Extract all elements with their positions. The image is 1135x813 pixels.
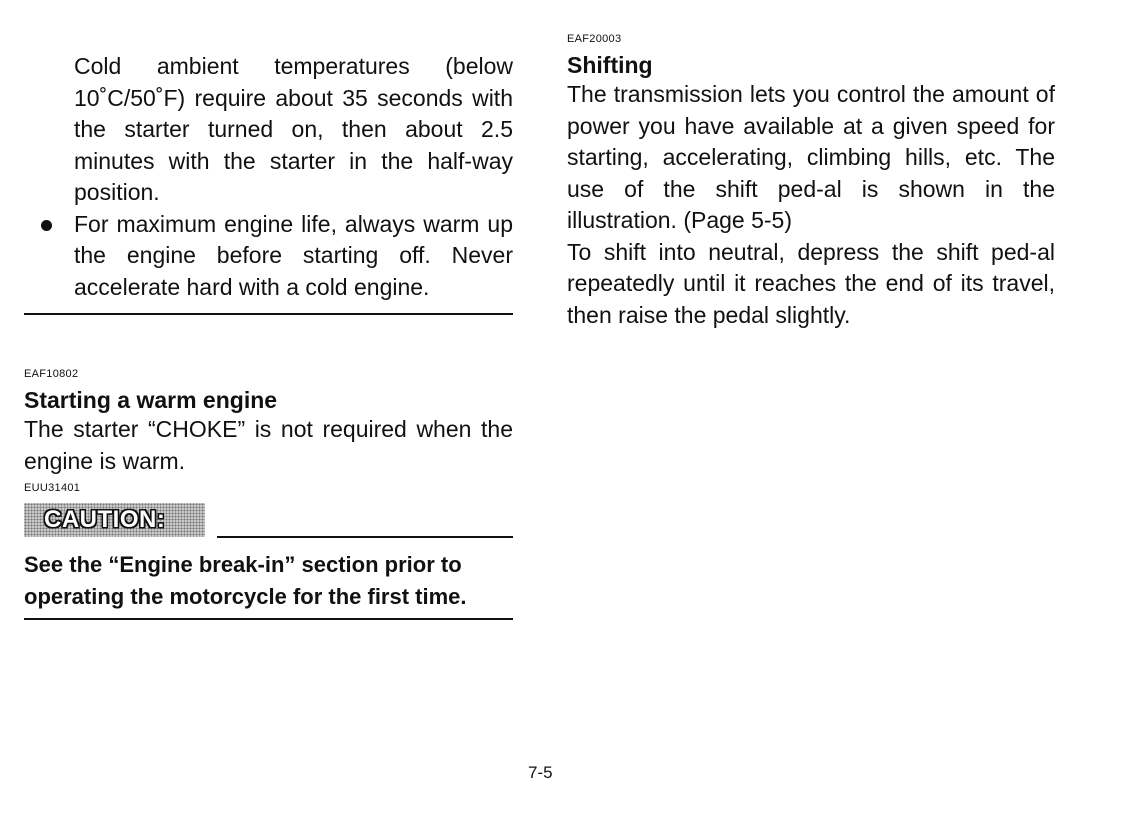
caution-end-rule xyxy=(24,618,513,620)
section-body: The starter “CHOKE” is not required when the engine is warm. xyxy=(24,416,513,474)
bullet-list-item xyxy=(74,209,513,304)
bullet-text: For maximum engine life, always warm up the engine before starting off. Never accelerate hard with a cold engine. xyxy=(74,210,513,300)
bullet-icon xyxy=(41,220,52,231)
caution-rule xyxy=(217,536,513,538)
left-column xyxy=(24,0,513,620)
section-heading: Starting a warm engine xyxy=(24,387,278,413)
continued-paragraph: Cold ambient temperatures (below 10˚C/50˚F) require about 35 seconds with the starter turned on, then about 2.5 minutes with the starter in the half-way position. xyxy=(74,53,513,205)
caution-label: CAUTION: xyxy=(44,506,166,533)
shifting-paragraph-2: To shift into neutral, depress the shift ped-al repeatedly until it reaches the end of its travel, then raise the pedal slightly. xyxy=(567,238,1055,328)
caution-code: EUU31401 xyxy=(24,482,81,494)
page-number: 7-5 xyxy=(528,763,553,782)
caution-text: See the “Engine break-in” section prior to operating the motorcycle for the first time. xyxy=(24,552,467,609)
caution-badge xyxy=(24,503,205,537)
section-code: EAF10802 xyxy=(24,368,79,380)
shifting-code: EAF20003 xyxy=(567,33,622,45)
shifting-heading: Shifting xyxy=(567,52,653,78)
caution-header xyxy=(24,503,513,539)
shifting-paragraph-1: The transmission lets you control the amount of power you have available at a given speed for starting, accelerating, climbing hills, etc. The use of the shift ped-al is shown in the illustration. (Page 5-5) xyxy=(567,81,1055,233)
right-column xyxy=(567,0,1055,331)
